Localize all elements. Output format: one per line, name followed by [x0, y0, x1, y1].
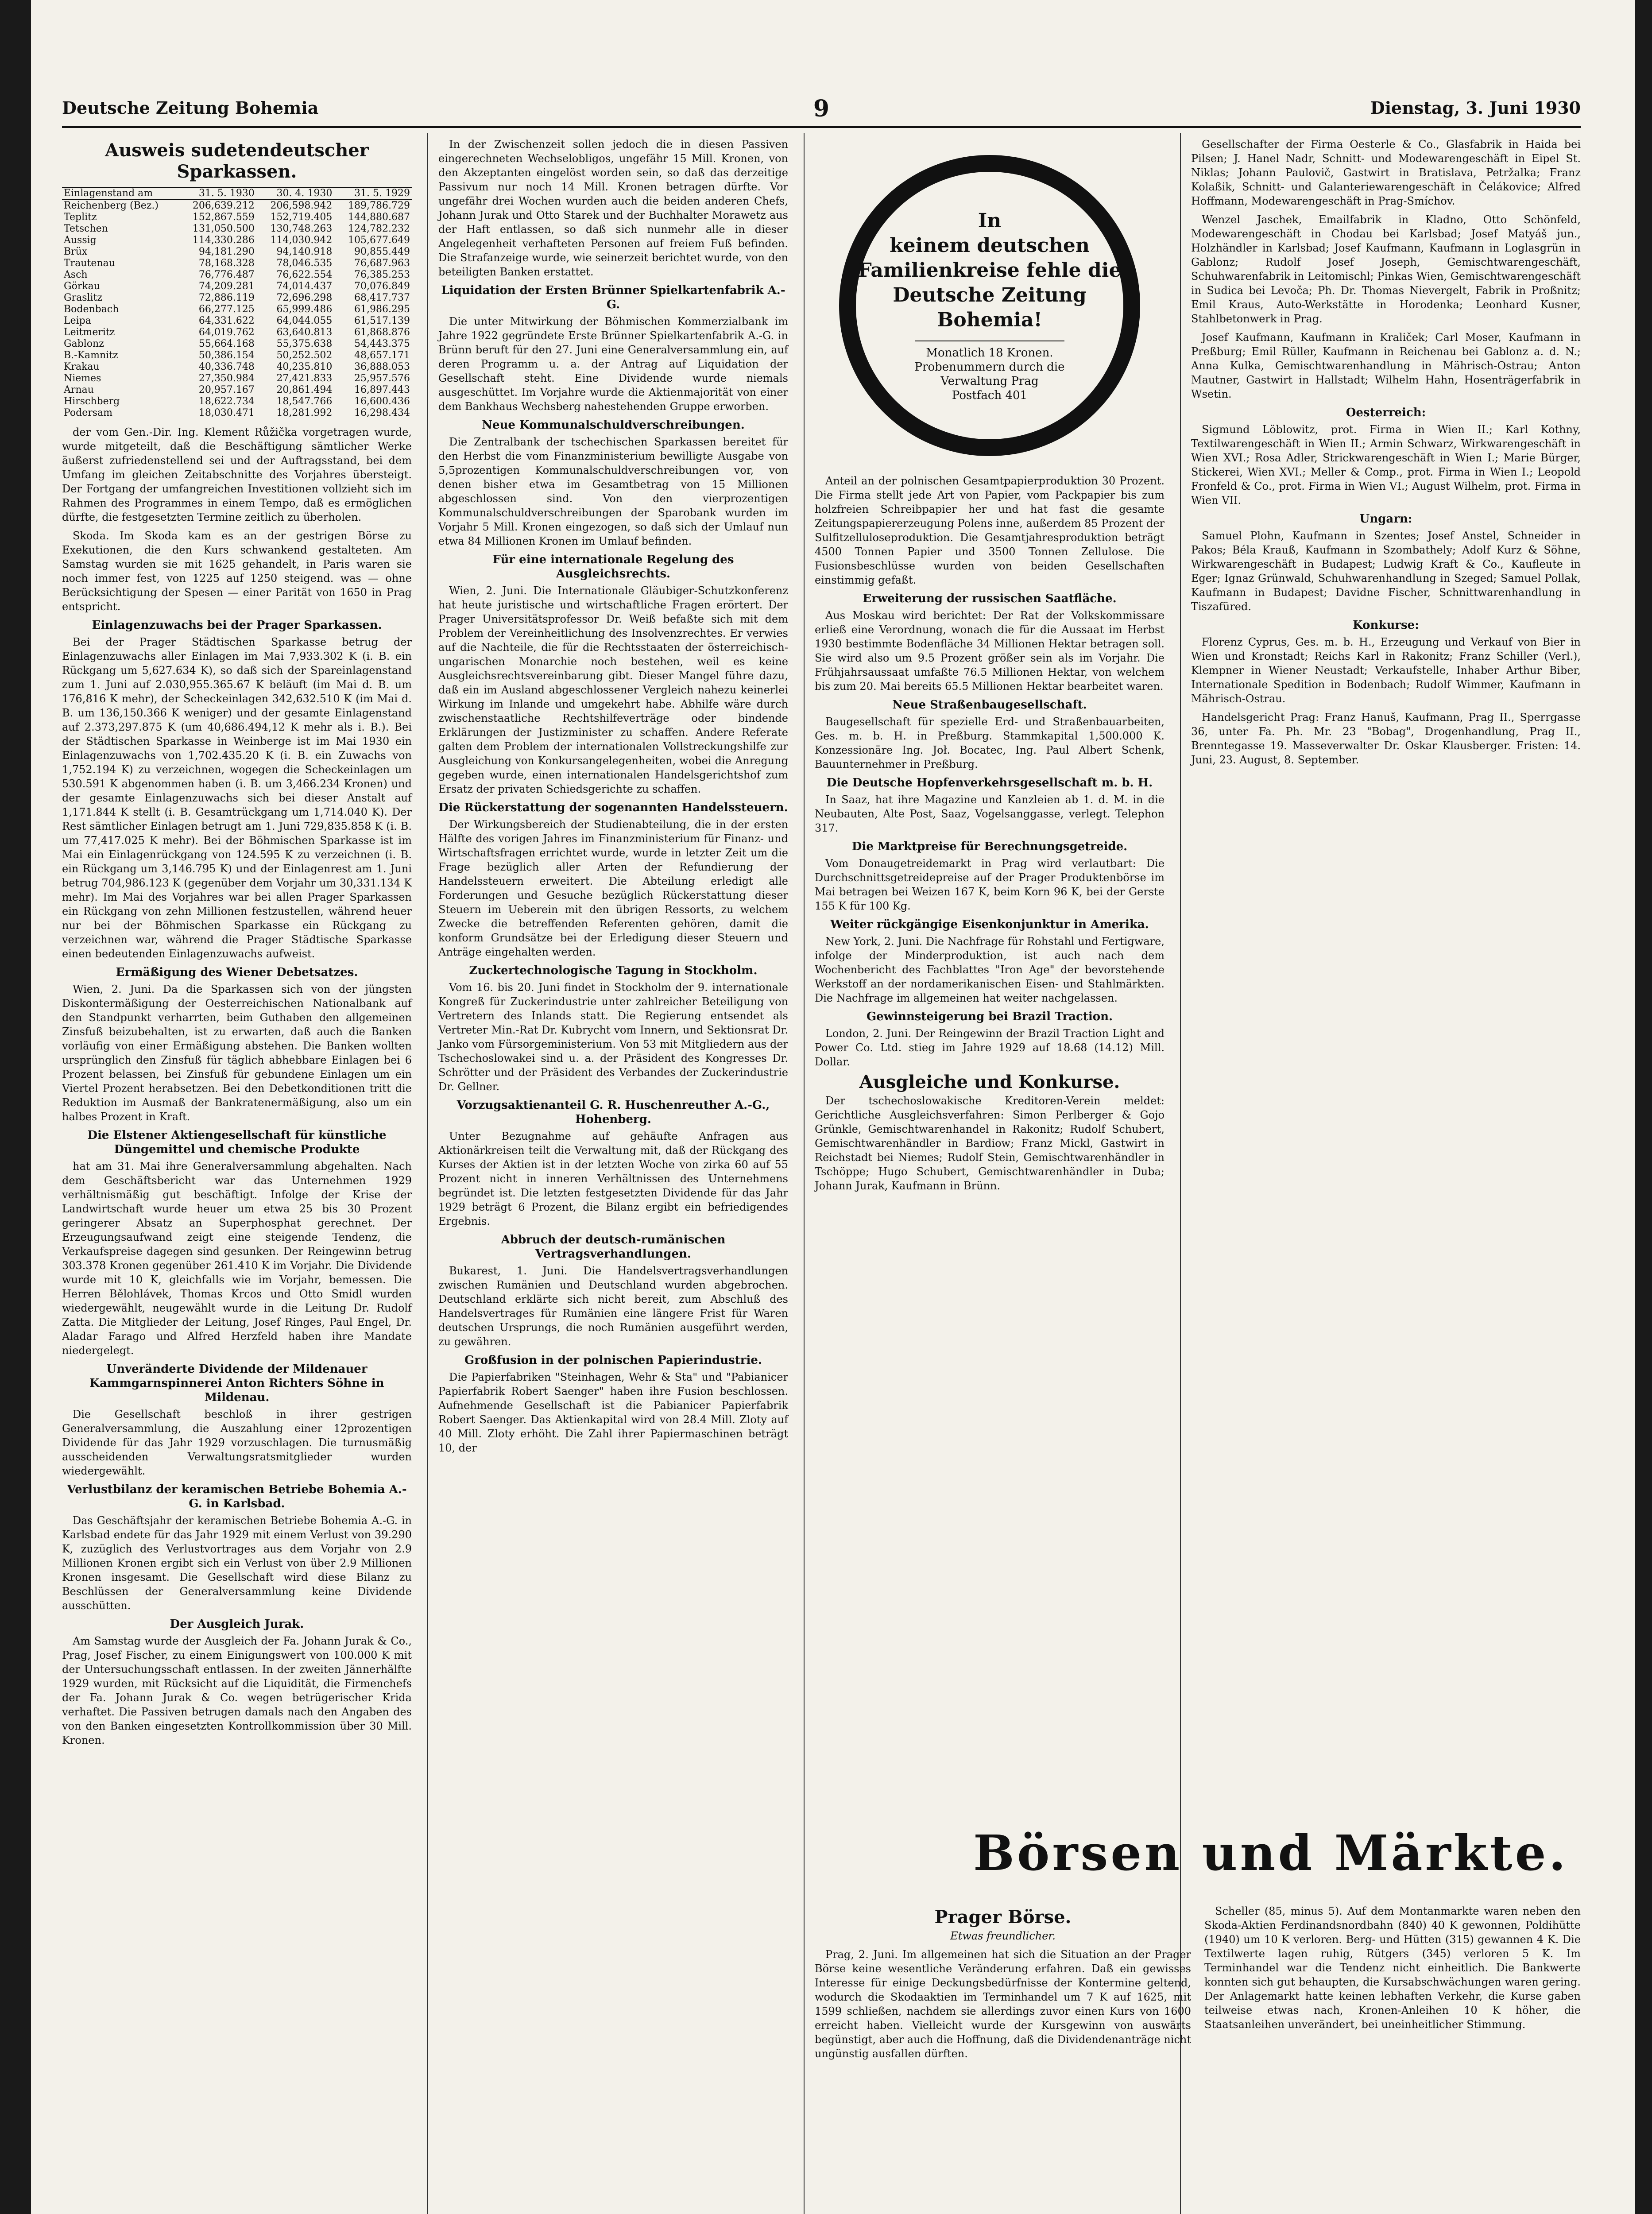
table-cell-place: Bodenbach: [64, 304, 119, 315]
markets-column-left: [815, 1904, 1191, 2065]
table-cell-value: 27,421.833: [276, 373, 333, 384]
table-row: [62, 396, 412, 407]
article-text: Der Wirkungsbereich der Studienabteilung, die in der ersten Hälfte des vorigen Jahres im Finanzministerium für Finanz- und Wirtschaftsfragen errichtet wurde, wurde in letzter Zeit um die Frage bezüglich aller Arten der Refundierung der Handelssteuern erweitert. Die Abteilung erledigt alle Forderungen und Gesuche bezüglich Rückerstattung dieser Steuern im Ueberein mit den übrigen Ressorts, zu welchem Zwecke die betreffenden Referenten gehören, damit die konform Grundsätze bei der Erledigung dieser Steuern und Anträge eingehalten werden.: [438, 818, 788, 958]
column-3: [815, 137, 1165, 1197]
article-text: New York, 2. Juni. Die Nachfrage für Rohstahl und Fertigware, infolge der Minderproduktion, ist auch nach dem Wochenbericht des Fachblattes "Iron Age" der bevorstehende Werkstoff an der nordamerikanischen Eisen- und Stahlmärkten. Die Nachfrage im allgemeinen hat weiter nachgelassen.: [815, 935, 1165, 1004]
article-heading: Die Marktpreise für Berechnungsgetreide.: [851, 840, 1128, 853]
ad-price: Monatlich 18 Kronen.: [926, 346, 1053, 360]
ad-detail-line: Verwaltung Prag: [940, 375, 1039, 388]
article-text: Unter Bezugnahme auf gehäufte Anfragen aus Aktionärkreisen teilt die Verwaltung mit, daß der Rückgang des Kurses der Aktien ist in der letzten Woche von zirka 60 auf 55 Prozent nicht in inneren Verhältnissen des Unternehmens begründet ist. Die letzten festgesetzten Dividende für das Jahr 1929 beträgt 6 Prozent, die Bilanz ergibt ein befriedigendes Ergebnis.: [438, 1130, 788, 1227]
ad-line: Familienkreise fehle die: [858, 259, 1122, 282]
ad-detail-line: Probenummern durch die: [914, 360, 1065, 374]
table-cell-value: 27,350.984: [198, 373, 255, 384]
table-cell-value: 78,168.328: [198, 258, 255, 269]
article-text: In der Zwischenzeit sollen jedoch die in diesen Passiven eingerechneten Wechselobligos, ungefähr 15 Mill. Kronen, von den Akzeptanten eingelöst worden sein, so daß das derzeitige Passivum nur noch 14 Mill. Kronen betragen dürfte. Vor ungefähr drei Wochen wurden auch die beiden anderen Chefs, Johann Jurak und Otto Starek und der Buchhalter Morawetz aus der Haft entlassen, so daß sich nunmehr alle in dieser Angelegenheit verhafteten Personen auf freiem Fuß befinden. Die Strafanzeige wurde, wie seinerzeit berichtet wurde, von den beteiligten Banken erstattet.: [438, 138, 788, 278]
markets-section-title: Börsen und Märkte.: [973, 1824, 1568, 1881]
table-row: [62, 304, 412, 315]
column-rule: [427, 133, 428, 2214]
table-cell-value: 55,664.168: [198, 338, 255, 349]
table-cell-place: Teplitz: [64, 212, 97, 223]
table-cell-value: 48,657.171: [354, 350, 410, 361]
table-cell-value: 130,748.263: [270, 223, 333, 234]
article-text: London, 2. Juni. Der Reingewinn der Brazil Traction Light and Power Co. Ltd. stieg im Jahre 1929 auf 18.68 (14.12) Mill. Dollar.: [815, 1027, 1165, 1068]
table-cell-value: 61,868.876: [354, 327, 410, 338]
article-heading: Die Rückerstattung der sogenannten Handelssteuern.: [438, 801, 788, 814]
article-text: Die Zentralbank der tschechischen Sparkassen bereitet für den Herbst die vom Finanzministerium bewilligte Ausgabe von 5,5prozentigen Kommunalschuldverschreibungen vor, von denen bisher etwa im Gesamtbetrag von 15 Millionen abgeschlossen sind. Von den vierprozentigen Kommunalschuldverschreibungen der Sparobank wurden im Vorjahr 5 Mill. Kronen eingezogen, so daß sich der Umlauf nun etwa 84 Millionen Kronen im Umlauf befinden.: [438, 436, 788, 547]
article-text: der vom Gen.-Dir. Ing. Klement Růžička vorgetragen wurde, wurde mitgeteilt, daß die Beschäftigung sämtlicher Werke äußerst zufriedenstellend sei und der Auftragsstand, bei dem Umfang im gleichen Zeitabschnitte des Vorjahres übersteigt. Der Fortgang der umfangreichen Investitionen vollzieht sich im Rahmen des Programmes in einem Tempo, daß es ermöglichen dürfte, die festgesetzten Termine zeitlich zu überholen.: [62, 426, 412, 523]
table-cell-value: 20,957.167: [198, 384, 255, 395]
ad-details: [915, 341, 1065, 403]
article-heading: Vorzugsaktienanteil G. R. Huschenreuther A.-G., Hohenberg.: [457, 1099, 770, 1126]
exchange-heading: Prager Börse.: [934, 1907, 1072, 1928]
article-text: Skoda. Im Skoda kam es an der gestrigen Börse zu Exekutionen, die den Kurs schwankend gestalteten. Am Samstag wurden sie mit 1625 gehandelt, in Paris waren sie noch immer fest, von 1225 auf 1250 steigend. was — ohne Berücksichtigung der Spesen — einer Parität von 1650 in Prag entspricht.: [62, 530, 412, 613]
article-text: hat am 31. Mai ihre Generalversammlung abgehalten. Nach dem Geschäftsbericht war das Unternehmen 1929 verhältnismäßig gut beschäftigt. Infolge der Krise der Landwirtschaft wurde heuer um etwa 25 bis 30 Prozent geringerer Absatz an Superphosphat gerechnet. Der Erzeugungsaufwand zeigt eine steigende Tendenz, die Verkaufspreise dagegen sind gesunken. Der Reingewinn betrug 303.378 Kronen gegenüber 261.410 K im Vorjahr. Die Dividende wurde mit 10 K, gleichfalls wie im Vorjahr, bemessen. Die Herren Bělohlávek, Thomas Krcos und Otto Smidl wurden wiedergewählt, neugewählt wurde in die Leitung Dr. Rudolf Zatta. Die Mitglieder der Leitung, Josef Ringes, Paul Engel, Dr. Aladar Farago und Alfred Herzfeld haben ihre Mandate niedergelegt.: [62, 1160, 412, 1357]
table-cell-place: Asch: [64, 269, 88, 280]
table-row: [62, 269, 412, 281]
article-heading: Neue Straßenbaugesellschaft.: [892, 698, 1087, 712]
region-heading: Konkurse:: [1353, 619, 1419, 632]
table-cell-value: 63,640.813: [276, 327, 333, 338]
article-text: Scheller (85, minus 5). Auf dem Montanmarkte waren neben den Skoda-Aktien Ferdinandsnordbahn (840) 40 K gewonnen, Poldihütte (1940) um 10 K verloren. Berg- und Hütten (315) gewannen 4 K. Die Textilwerte lagen ruhig, Rütgers (345) verloren 5 K. Im Terminhandel war die Tendenz nicht einheitlich. Die Bankwerte konnten sich gut behaupten, die Kursabschwächungen waren gering. Der Anlagemarkt hatte keinen lebhaften Verkehr, die Kurse gaben teilweise etwas nach, Kronen-Anleihen 10 K höher, die Staatsanleihen unverändert, bei uneinheitlicher Stimmung.: [1204, 1905, 1581, 2031]
table-cell-value: 25,957.576: [354, 373, 410, 384]
table-row: [62, 384, 412, 396]
page-number: 9: [813, 95, 830, 122]
table-cell-value: 68,417.737: [354, 292, 410, 303]
table-cell-value: 54,443.375: [354, 338, 410, 349]
table-cell-place: Graslitz: [64, 292, 103, 303]
table-cell-value: 206,598.942: [270, 200, 333, 211]
table-header: 31. 5. 1930: [178, 187, 256, 200]
article-text: Samuel Plohn, Kaufmann in Szentes; Josef Anstel, Schneider in Pakos; Béla Krauß, Kaufmann in Szombathely; Adolf Kurz & Söhne, Wirkwarengeschäft in Budapest; Ludwig Kraft & Co., Kaufleute in Eger; Ignaz Grünwald, Schuhwarenhandlung in Szeged; Samuel Pollak, Kaufmann in Budapest; Davidne Fischer, Schnittwarenhandlung in Tiszafüred.: [1191, 530, 1581, 613]
issue-date: Dienstag, 3. Juni 1930: [1370, 98, 1581, 118]
article-text: Aus Moskau wird berichtet: Der Rat der Volkskommissare erließ eine Verordnung, wonach die für die Aussaat im Herbst 1930 bestimmte Bodenfläche 34 Millionen Hektar betragen soll. Sie wird also um 9.5 Prozent größer sein als im Vorjahr. Die Frühjahrsaussaat umfaßte 76.5 Millionen Hektar, von welchem bis zum 20. Mai bereits 65.5 Millionen Hektar bearbeitet waren.: [815, 609, 1165, 693]
table-cell-value: 114,030.942: [270, 235, 333, 246]
article-text: Josef Kaufmann, Kaufmann in Kraliček; Carl Moser, Kaufmann in Preßburg; Emil Rüller, Kaufmann in Reichenau bei Gablonz a. d. N.; Anna Kulka, Gemischtwarenhandlung in Mährisch-Ostrau; Anton Mautner, Gastwirt in Hallstadt; Wilhelm Hahn, Hosenträgerfabrik in Wsetin.: [1191, 331, 1581, 400]
table-cell-value: 114,330.286: [192, 235, 255, 246]
article-text: Vom Donaugetreidemarkt in Prag wird verlautbart: Die Durchschnittsgetreidepreise auf der Prager Produktenbörse im Mai betragen bei Weizen 167 K, beim Korn 96 K, bei der Gerste 155 K für 100 Kg.: [815, 857, 1165, 912]
ad-line: In: [978, 209, 1002, 232]
article-heading: Einlagenzuwachs bei der Prager Sparkassen.: [92, 619, 382, 632]
article-text: Wien, 2. Juni. Die Internationale Gläubiger-Schutzkonferenz hat heute juristische und wirtschaftliche Fragen erörtert. Der Prager Universitätsprofessor Dr. Weiß befaßte sich mit dem Problem der Vereinheitlichung des Insolvenzrechtes. Er verwies auf die Nachteile, die für die Rechtsstaaten der österreichisch-ungarischen Monarchie noch bestehen, weil es keine Ausgleichsrechtsvereinbarung gibt. Dieser Mangel führe dazu, daß ein im Ausland abgeschlossener Vergleich nahezu keinerlei Wirkung im Inlande und umgekehrt habe. Abhilfe wäre durch zwischenstaatliche Rechtshilfeverträge oder bindende Erklärungen der Justizminister zu schaffen. Andere Referate galten dem Problem der internationalen Vollstreckungshilfe zur Ausgleichung von Konkursangelegenheiten, wobei die Anregung gegeben wurde, einen internationalen Handelsgerichtshof zum Ersatz der privaten Schiedsgerichte zu schaffen.: [438, 584, 788, 795]
article-text: Baugesellschaft für spezielle Erd- und Straßenbauarbeiten, Ges. m. b. H. in Preßburg. Stammkapital 1,500.000 K. Konzessionäre Ing. Joł. Bocatec, Ing. Paul Albert Schenk, Bauunternehmer in Preßburg.: [815, 716, 1165, 770]
column-rule: [804, 133, 805, 2214]
table-cell-value: 76,385.253: [354, 269, 410, 280]
table-cell-value: 16,298.434: [354, 407, 410, 418]
table-cell-value: 105,677.649: [348, 235, 410, 246]
ad-line: Deutsche Zeitung Bohemia!: [893, 284, 1087, 331]
article-heading: Verlustbilanz der keramischen Betriebe Bohemia A.-G. in Karlsbad.: [67, 1483, 407, 1510]
table-header: 31. 5. 1929: [334, 187, 412, 200]
region-heading: Oesterreich:: [1346, 406, 1426, 419]
table-row: [62, 292, 412, 304]
article-heading: Die Deutsche Hopfenverkehrsgesellschaft m. b. H.: [826, 776, 1153, 790]
table-row: [62, 373, 412, 384]
article-text: Das Geschäftsjahr der keramischen Betriebe Bohemia A.-G. in Karlsbad endete für das Jahr 1929 mit einem Verlust von 39.290 K, zuzüglich des Verlustvortrages aus dem Vorjahr von 2.9 Millionen Kronen ergibt sich ein Verlust von über 2.9 Millionen Kronen insgesamt. Die Gesellschaft wird diese Bilanz zu Beschlüssen der Generalversammlung keine Dividende ausschütten.: [62, 1514, 412, 1612]
column-1: [62, 137, 412, 1752]
markets-column-right: [1204, 1904, 1581, 2036]
article-text: In Saaz, hat ihre Magazine und Kanzleien ab 1. d. M. in die Neubauten, Alte Post, Saaz, Vogelsanggasse, verlegt. Telephon 317.: [815, 793, 1165, 834]
table-cell-value: 18,547.766: [276, 396, 333, 407]
article-heading: Zuckertechnologische Tagung in Stockholm.: [469, 964, 758, 977]
table-cell-place: Niemes: [64, 373, 101, 384]
exchange-tone: Etwas freundlicher.: [950, 1930, 1056, 1942]
article-text: Der tschechoslowakische Kreditoren-Verein meldet: Gerichtliche Ausgleichsverfahren: Simon Perlberger & Gojo Grünkle, Gemischtwarenhandel in Rakonitz; Rudolf Schubert, Gemischtwarenhändler in Bardiow; Franz Mickl, Gastwirt in Reichstadt bei Niemes; Rudolf Stein, Gemischtwarenhändler in Tschöppe; Hugo Schubert, Gemischtwarenhändler in Duba; Johann Jurak, Kaufmann in Brünn.: [815, 1095, 1165, 1192]
article-text: Wien, 2. Juni. Da die Sparkassen sich von der jüngsten Diskontermäßigung der Oesterreichischen Nationalbank auf den Standpunkt verharrten, beim Guthaben den allgemeinen Zinsfuß beizubehalten, ist zu erwarten, daß auch die Banken vorläufig von einer Ermäßigung abstehen. Die Banken wollten ursprünglich den Zinsfuß für täglich abhebbare Einlagen bei 6 Prozent belassen, bei Zinsfuß für gebundene Einlagen um ein Viertel Prozent herabsetzen. Bei den Debetkonditionen tritt die Reduktion im Ausmaß der Bankratenermäßigung, also um ein halbes Prozent in Kraft.: [62, 983, 412, 1123]
table-cell-value: 72,696.298: [276, 292, 333, 303]
table-cell-value: 64,044.055: [276, 315, 333, 326]
table-row: [62, 258, 412, 269]
table-cell-value: 124,782.232: [348, 223, 410, 234]
table-cell-place: Tetschen: [64, 223, 108, 234]
table-cell-place: Hirschberg: [64, 396, 120, 407]
table-cell-place: Aussig: [64, 235, 97, 246]
section-title: Ausgleiche und Konkurse.: [859, 1072, 1120, 1092]
savings-table: [62, 187, 412, 419]
article-text: Die Papierfabriken "Steinhagen, Wehr & Sta" und "Pabianicer Papierfabrik Robert Saenger" haben ihre Fusion beschlossen. Aufnehmende Gesellschaft ist die Pabianicer Papierfabrik Robert Saenger. Das Aktienkapital wird von 28.4 Mill. Zloty auf 40 Mill. Zloty erhöht. Die Zahl ihrer Papiermaschinen beträgt 10, der: [438, 1371, 788, 1454]
table-cell-value: 72,886.119: [198, 292, 255, 303]
article-text: Wenzel Jaschek, Emailfabrik in Kladno, Otto Schönfeld, Modewarengeschäft in Chodau bei Karlsbad; Josef Matyáš jun., Holzhändler in Karlsbad; Josef Kaufmann, Kaufmann in Loglasgrün in Gablonz; Rudolf Josef Joseph, Gemischtwarengeschäft, Schuhwarenfabrik in Leitomischl; Pinkas Wien, Gemischtwarengeschäft in Sudica bei Levoča; Ph. Dr. Thomas Nievergelt, Fabrik in Proßnitz; Emil Kraus, Auto-Werkstätte in Horodenka; Leonhard Kusner, Stahlbetonwerk in Prag.: [1191, 213, 1581, 325]
table-row: [62, 281, 412, 292]
table-cell-value: 64,019.762: [198, 327, 255, 338]
table-cell-value: 152,719.405: [270, 212, 333, 223]
article-heading: Erweiterung der russischen Saatfläche.: [863, 592, 1117, 605]
table-cell-place: Trautenau: [64, 258, 115, 269]
table-cell-place: Podersam: [64, 407, 113, 418]
table-cell-place: B.-Kamnitz: [64, 350, 118, 361]
table-row: [62, 246, 412, 258]
table-cell-value: 74,209.281: [198, 281, 255, 292]
table-cell-value: 61,986.295: [354, 304, 410, 315]
table-cell-value: 76,622.554: [276, 269, 333, 280]
table-cell-value: 16,897.443: [354, 384, 410, 395]
table-cell-value: 144,880.687: [348, 212, 410, 223]
table-cell-value: 16,600.436: [354, 396, 410, 407]
table-cell-value: 206,639.212: [192, 200, 255, 211]
article-heading: Abbruch der deutsch-rumänischen Vertragsverhandlungen.: [501, 1233, 726, 1261]
table-row: [62, 327, 412, 338]
article-heading: Unveränderte Dividende der Mildenauer Kammgarnspinnerei Anton Richters Söhne in Mildenau.: [89, 1362, 384, 1404]
table-cell-place: Reichenberg (Bez.): [64, 200, 159, 211]
table-row: [62, 200, 412, 212]
table-cell-value: 76,687.963: [354, 258, 410, 269]
table-header: Einlagenstand am: [62, 187, 178, 200]
table-cell-place: Arnau: [64, 384, 94, 395]
table-row: [62, 407, 412, 419]
article-text: Bukarest, 1. Juni. Die Handelsvertragsverhandlungen zwischen Rumänien und Deutschland wurden abgebrochen. Deutschland erklärte sich nicht bereit, zum Abschluß des Handelsvertrages für Rumänien eine längere Frist für Waren deutschen Ursprungs, die noch Rumänien ausgeführt werden, zu gewähren.: [438, 1265, 788, 1348]
article-heading: Ermäßigung des Wiener Debetsatzes.: [116, 966, 358, 979]
article-heading: Weiter rückgängige Eisenkonjunktur in Amerika.: [830, 918, 1149, 931]
article-heading: Neue Kommunalschuldverschreibungen.: [482, 418, 745, 432]
table-cell-place: Leitmeritz: [64, 327, 115, 338]
article-heading: Für eine internationale Regelung des Ausgleichsrechts.: [492, 553, 734, 581]
ad-ring: [839, 155, 1140, 456]
table-row: [62, 338, 412, 350]
article-heading: Gewinnsteigerung bei Brazil Traction.: [866, 1010, 1113, 1023]
column-4: [1191, 137, 1581, 771]
table-cell-value: 94,181.290: [198, 246, 255, 257]
table-cell-value: 65,999.486: [276, 304, 333, 315]
table-cell-value: 152,867.559: [192, 212, 255, 223]
table-header-row: [62, 187, 412, 200]
article-text: Anteil an der polnischen Gesamtpapierproduktion 30 Prozent. Die Firma stellt jede Art von Papier, vom Packpapier bis zum holzfreien Schreibpapier her und hat fast die gesamte Zeitungspapiererzeugung Polens inne, außerdem 85 Prozent der Sulfitzelluloseproduktion. Die Gesamtjahresproduktion beträgt 4500 Tonnen Papier und 3500 Tonnen Zellulose. Die Fusionsbeschlüsse wurden von beiden Gesellschaften einstimmig gefaßt.: [815, 475, 1165, 586]
table-cell-value: 36,888.053: [354, 361, 410, 372]
table-cell-value: 50,386.154: [198, 350, 255, 361]
ad-detail-line: Postfach 401: [952, 389, 1028, 402]
table-row: [62, 235, 412, 246]
table-cell-place: Leipa: [64, 315, 91, 326]
table-cell-value: 18,281.992: [276, 407, 333, 418]
article-heading: Großfusion in der polnischen Papierindustrie.: [464, 1354, 762, 1367]
table-row: [62, 350, 412, 361]
article-heading: Liquidation der Ersten Brünner Spielkartenfabrik A.-G.: [441, 284, 785, 311]
table-cell-place: Görkau: [64, 281, 100, 292]
table-cell-value: 78,046.535: [276, 258, 333, 269]
article-text: Bei der Prager Städtischen Sparkasse betrug der Einlagenzuwachs aller Einlagen im Mai 7,933.302 K (i. B. ein Rückgang um 5,627.634 K), so daß sich der Spareinlagenstand zum 1. Juni auf 2.030,955.365.67 K beläuft (im Mai d. B. um 176,816 K mehr), der Scheckeinlagen 342,632.510 K (im Mai d. B. um 136,150.366 K weniger) und der gesamte Einlagenstand auf 2.373,297.875 K (um 40,686.494,12 K mehr als i. B.). Bei der Städtischen Sparkasse in Weinberge ist im Mai 1930 ein Einlagenzuwachs von 1,702.435.20 K (i. B. ein Zuwachs von 1,752.194 K) zu verzeichnen, wogegen die Scheckeinlagen um 530.591 K abgenommen haben (i. B. um 3,466.234 Kronen) und der gesamte Einlagenzuwachs sich bei dieser Anstalt auf 1,171.844 K stellt (i. B. Gesamtrückgang um 1,714.040 K). Der Rest sämtlicher Einlagen betrugt am 1. Juni 729,835.858 K (i. B. um 77,417.025 K mehr). Bei der Böhmischen Sparkasse ist im Mai ein Einlagenrückgang von 124.595 K zu verzeichnen (i. B. ein Rückgang um 3,146.795 K) und der Einlagenrest am 1. Juni betrug 704,986.123 K (gegenüber dem Vorjahr um 30,331.134 K mehr). Im Mai des Vorjahres war bei allen Prager Sparkassen ein Rückgang von zehn Millionen festzustellen, während heuer nur bei der Böhmischen Sparkasse ein Rückgang zu verzeichnen war, während die Prager Städtische Sparkasse einen bedeutenden Einlagenzuwachs aufweist.: [62, 636, 412, 960]
page-header: [62, 95, 1581, 128]
table-cell-value: 66,277.125: [198, 304, 255, 315]
table-cell-value: 90,855.449: [354, 246, 410, 257]
article-text: Handelsgericht Prag: Franz Hanuš, Kaufmann, Prag II., Sperrgasse 36, unter Fa. Ph. Mr. 23 "Bobag", Drogenhandlung, Prag II., Brenntegasse 19. Masseverwalter Dr. Oskar Klausberger. Fristen: 14. Juni, 23. August, 8. September.: [1191, 711, 1581, 766]
table-row: [62, 361, 412, 373]
article-text: Florenz Cyprus, Ges. m. b. H., Erzeugung und Verkauf von Bier in Wien und Kronstadt; Reichs Karl in Rakonitz; Franz Schiller (Verl.), Klempner in Wiener Neustadt; Verkaufstelle, Inhaber Arthur Biber, Internationale Spedition in Bodenbach; Rudolf Wimmer, Kaufmann in Mährisch-Ostrau.: [1191, 636, 1581, 705]
table-row: [62, 315, 412, 327]
region-heading: Ungarn:: [1359, 512, 1412, 526]
table-cell-place: Gablonz: [64, 338, 104, 349]
table-cell-value: 70,076.849: [354, 281, 410, 292]
savings-table-title: Ausweis sudetendeutscher Sparkassen.: [105, 140, 369, 182]
table-cell-place: Brüx: [64, 246, 88, 257]
table-cell-value: 76,776.487: [198, 269, 255, 280]
scan-edge-left: [0, 0, 31, 2214]
article-text: Am Samstag wurde der Ausgleich der Fa. Johann Jurak & Co., Prag, Josef Fischer, zu einem Einigungswert von 100.000 K mit der Untersuchungsschaft entlassen. In der zweiten Jännerhälfte 1929 wurden, mit Rücksicht auf die Liquidität, die Firmenchefs der Fa. Johann Jurak & Co. wegen betrügerischer Krida verhaftet. Die Passiven betrugen damals nach den Angaben des von den Banken eingesetzten Kontrollkommission über 30 Mill. Kronen.: [62, 1635, 412, 1746]
table-cell-value: 55,375.638: [276, 338, 333, 349]
column-2: [438, 137, 788, 1459]
article-text: Sigmund Löblowitz, prot. Firma in Wien II.; Karl Kothny, Textilwarengeschäft in Wien II.; Armin Schwarz, Wirkwarengeschäft in Wien XVI.; Rosa Adler, Strickwarengeschäft in Wien I.; Marie Bürger, Stickerei, Wien XVI.; Meller & Comp., prot. Firma in Wien I.; Leopold Fronfeld & Co., prot. Firma in Wien VI.; August Wilhelm, prot. Firma in Wien VII.: [1191, 423, 1581, 507]
table-cell-value: 40,336.748: [198, 361, 255, 372]
article-text: Die unter Mitwirkung der Böhmischen Kommerzialbank im Jahre 1922 gegründete Erste Brünner Spielkartenfabrik A.-G. in Brünn beruft für den 27. Juni eine Generalversammlung ein, auf deren Programm u. a. der Antrag auf Liquidation der Gesellschaft steht. Eine Dividende wurde niemals ausgeschüttet. Im Vorjahre wurde die Aktienmajorität von einer dem Bankhaus Wechsberg nahestehenden Gruppe erworben.: [438, 315, 788, 413]
table-cell-value: 74,014.437: [276, 281, 333, 292]
table-cell-value: 94,140.918: [276, 246, 333, 257]
table-cell-value: 64,331.622: [198, 315, 255, 326]
table-cell-value: 189,786.729: [348, 200, 410, 211]
table-cell-value: 131,050.500: [192, 223, 255, 234]
column-rule: [1180, 133, 1181, 2214]
table-cell-value: 61,517.139: [354, 315, 410, 326]
table-cell-value: 18,030.471: [198, 407, 255, 418]
ad-line: keinem deutschen: [890, 234, 1090, 257]
article-text: Gesellschafter der Firma Oesterle & Co., Glasfabrik in Haida bei Pilsen; J. Hanel Nadr, Schnitt- und Modewarengeschäft in Eipel St. Niklas; Johann Paulovič, Gastwirt in Bratislava, Petržalka; Franz Kolaßik, Schnitt- und Galanteriewarengeschäft in Čelákovice; Alfred Hoffmann, Modewarengeschäft in Prag-Smíchov.: [1191, 138, 1581, 207]
table-header: 30. 4. 1930: [256, 187, 334, 200]
table-cell-value: 20,861.494: [276, 384, 333, 395]
table-row: [62, 223, 412, 235]
masthead: Deutsche Zeitung Bohemia: [62, 98, 319, 118]
table-cell-value: 18,622.734: [198, 396, 255, 407]
subscription-ad: [815, 137, 1165, 474]
table-cell-place: Krakau: [64, 361, 100, 372]
scan-edge-right: [1635, 0, 1652, 2214]
article-text: Prag, 2. Juni. Im allgemeinen hat sich die Situation an der Prager Börse keine wesentliche Veränderung erfahren. Daß ein gewisses Interesse für einige Deckungsbedürfnisse der Kontermine geltend, wodurch die Skodaaktien im Terminhandel um 7 K auf 1625, mit 1599 schließen, nachdem sie allerdings zuvor einen Kurs von 1600 erreicht haben. Vielleicht wurde der Kursgewinn von auswärts begünstigt, aber auch die Hoffnung, daß die Dividendenanträge nicht ungünstig ausfallen dürften.: [815, 1948, 1191, 2060]
table-row: [62, 212, 412, 223]
table-cell-value: 50,252.502: [276, 350, 333, 361]
table-cell-value: 40,235.810: [276, 361, 333, 372]
article-text: Die Gesellschaft beschloß in ihrer gestrigen Generalversammlung, die Auszahlung einer 12prozentigen Dividende für das Jahr 1929 vorzuschlagen. Die turnusmäßig ausscheidenden Verwaltungsratsmitglieder wurden wiedergewählt.: [62, 1408, 412, 1477]
article-heading: Der Ausgleich Jurak.: [170, 1618, 304, 1631]
article-heading: Die Elstener Aktiengesellschaft für künstliche Düngemittel und chemische Produkte: [87, 1129, 387, 1156]
table-body: [62, 200, 412, 419]
article-text: Vom 16. bis 20. Juni findet in Stockholm der 9. internationale Kongreß für Zuckerindustrie unter zahlreicher Beteiligung von Vertretern des Inlands statt. Die Regierung entsendet als Vertreter Min.-Rat Dr. Kubrycht vom Innern, und Sektionsrat Dr. Janko vom Fürsorgeministerium. Von 53 mit Mitgliedern aus der Tschechoslowakei sind u. a. der Präsident des Kongresses Dr. Schrötter und der Präsident des Verbandes der Zuckerindustrie Dr. Gellner.: [438, 981, 788, 1093]
